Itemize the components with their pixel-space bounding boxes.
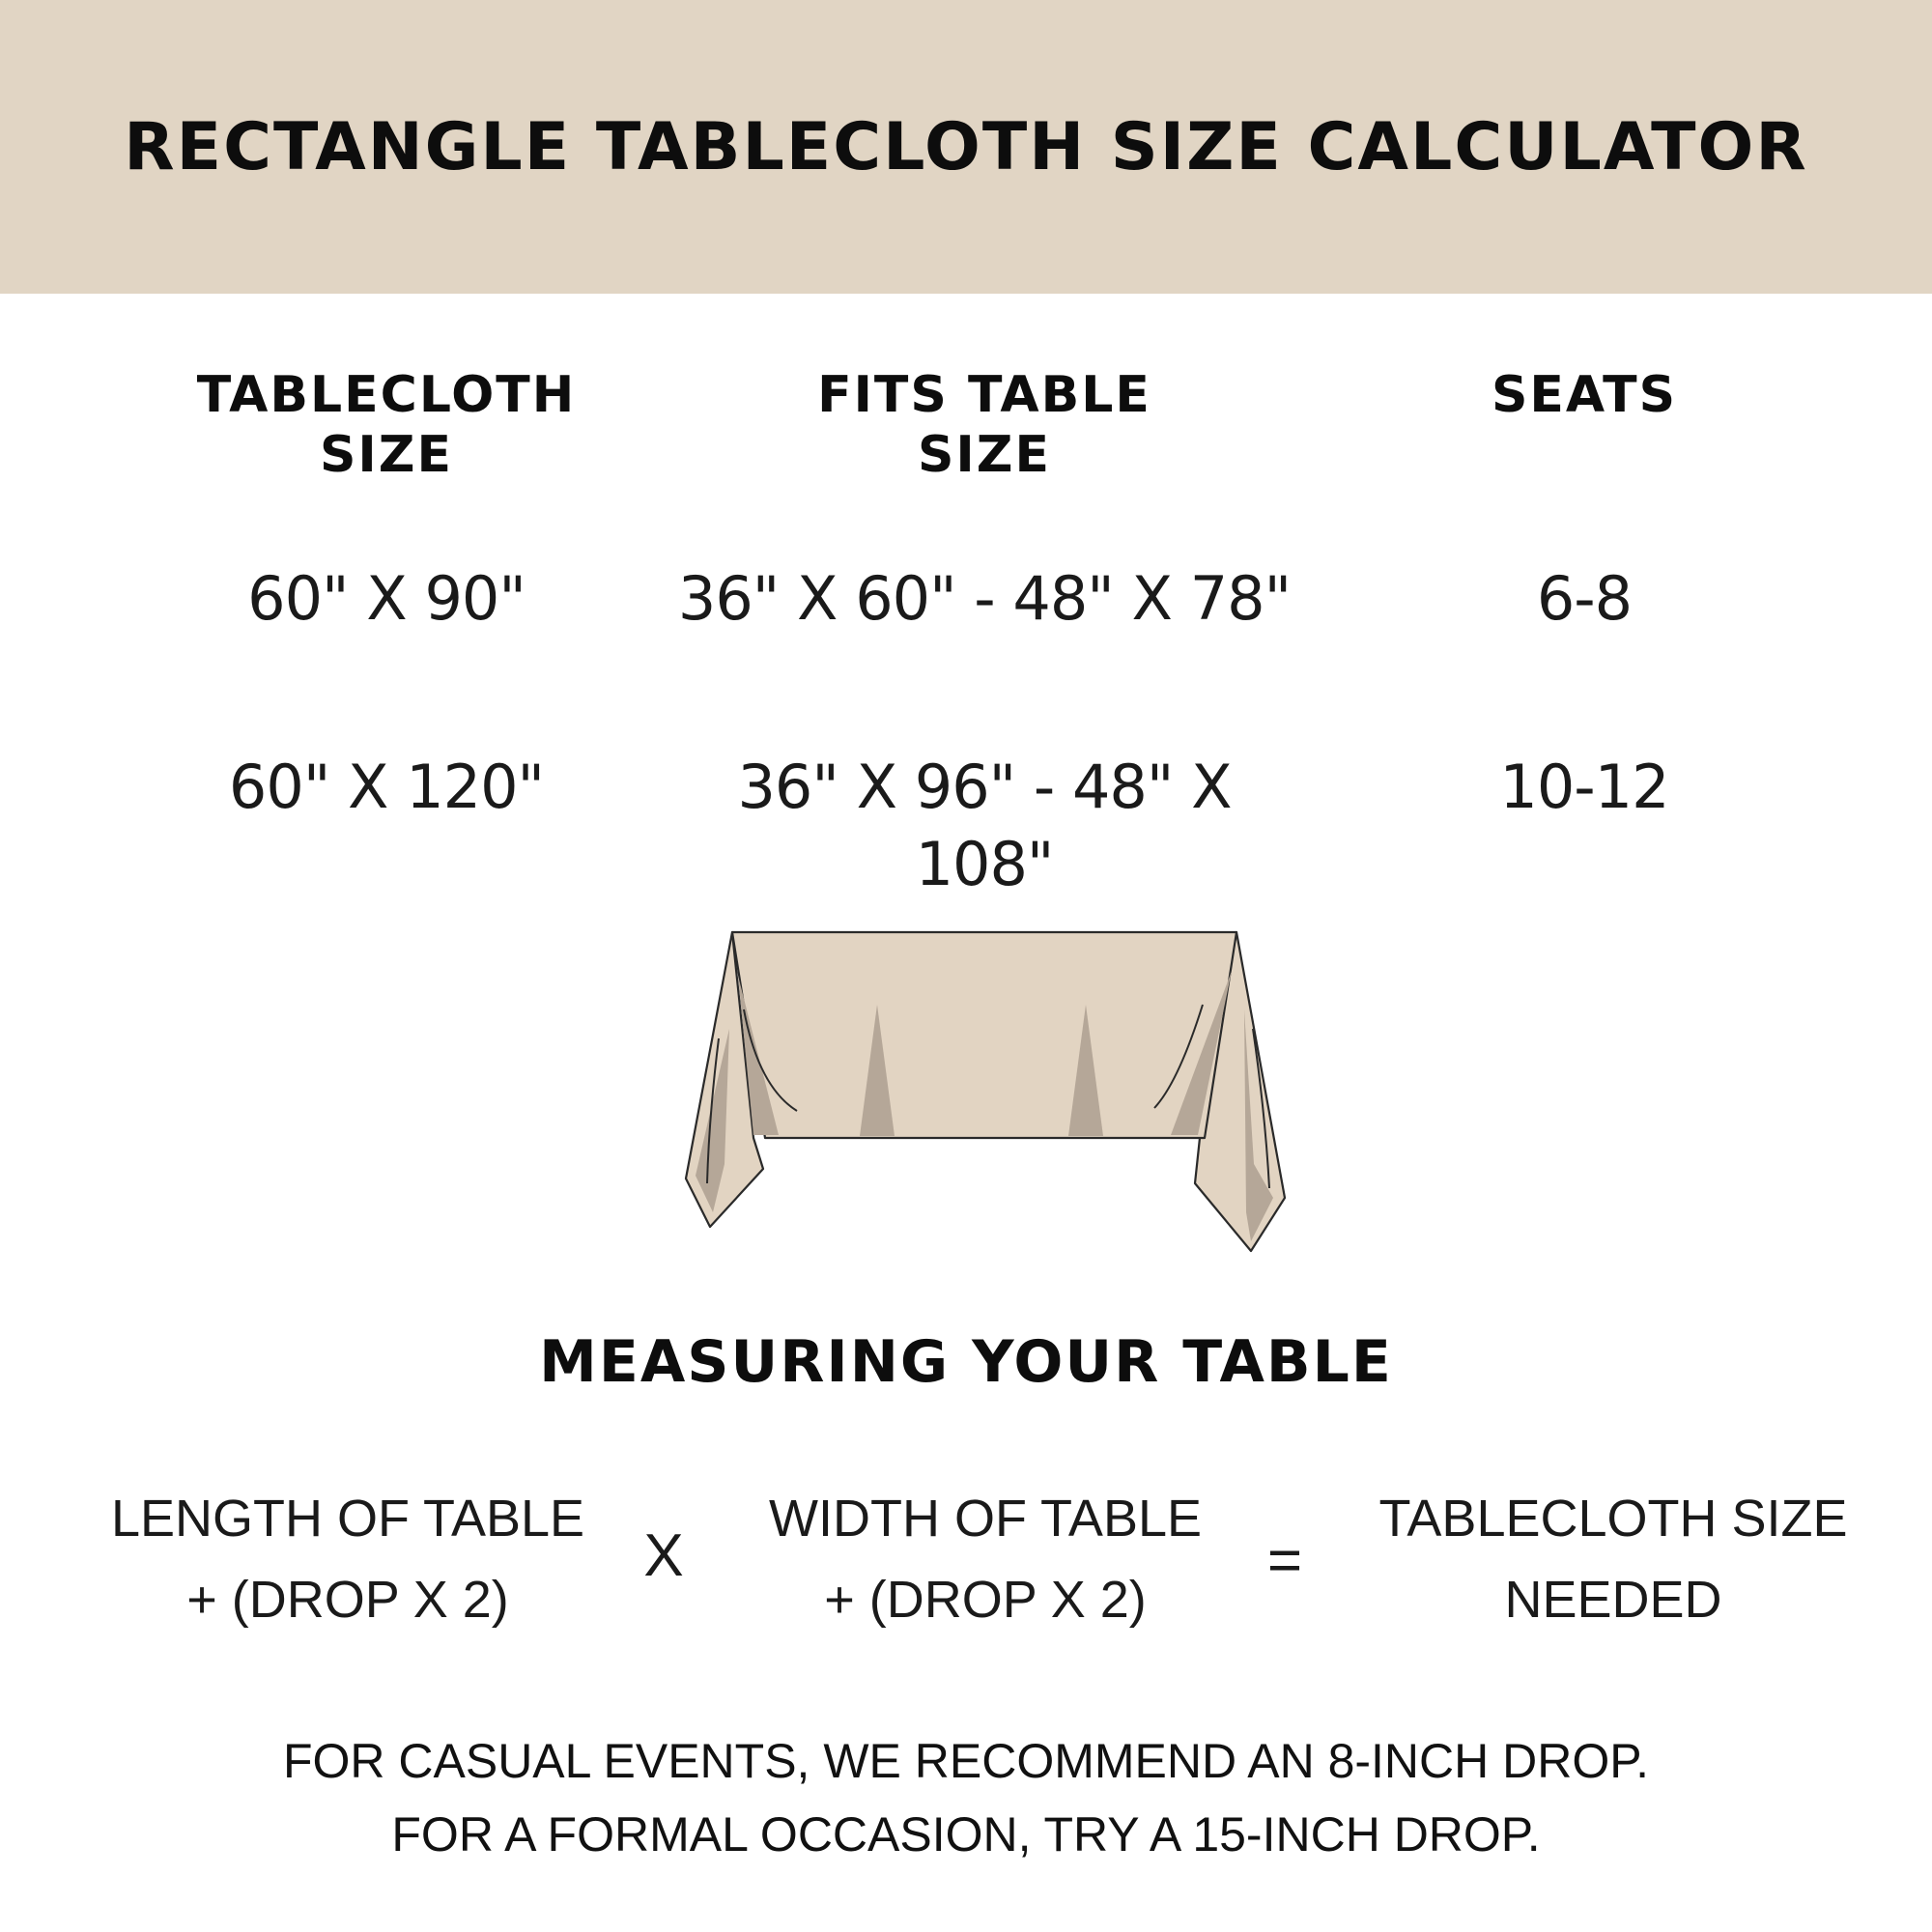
column-header-line: TABLECLOTH bbox=[196, 366, 577, 424]
table-cell-fits-table-size: 36" X 96" - 48" X 108" bbox=[737, 752, 1232, 899]
column-header-line: SEATS bbox=[1491, 366, 1678, 424]
table-cell-seats: 10-12 bbox=[1499, 752, 1669, 822]
multiply-sign: X bbox=[643, 1522, 684, 1589]
header-banner bbox=[0, 0, 1932, 294]
table-cell-seats: 6-8 bbox=[1536, 563, 1633, 634]
table-cell-tablecloth-size: 60" X 120" bbox=[228, 752, 545, 822]
tablecloth-icon bbox=[676, 923, 1294, 1261]
formula-result bbox=[1352, 1478, 1874, 1640]
equals-sign: = bbox=[1266, 1527, 1303, 1594]
table-cell-fits-table-size: 36" X 60" - 48" X 78" bbox=[677, 563, 1292, 634]
column-header-line: SIZE bbox=[319, 426, 454, 484]
formula-width-line2: + (DROP X 2) bbox=[824, 1571, 1147, 1629]
column-header-seats bbox=[1275, 365, 1893, 425]
formula-width bbox=[734, 1478, 1236, 1640]
column-header-fits-table-size bbox=[675, 365, 1293, 485]
table-cell-tablecloth-size: 60" X 90" bbox=[247, 563, 526, 634]
formula-result-line2: NEEDED bbox=[1504, 1571, 1722, 1629]
formula-length-line2: + (DROP X 2) bbox=[186, 1571, 509, 1629]
column-header-line: SIZE bbox=[917, 426, 1052, 484]
drop-recommendation bbox=[0, 1724, 1932, 1871]
note-line-casual: FOR CASUAL EVENTS, WE RECOMMEND AN 8-INCH DROP. bbox=[282, 1734, 1650, 1788]
page-title: RECTANGLE TABLECLOTH SIZE CALCULATOR bbox=[124, 108, 1808, 185]
formula-result-line1: TABLECLOTH SIZE bbox=[1378, 1490, 1848, 1548]
measuring-title: MEASURING YOUR TABLE bbox=[539, 1328, 1393, 1396]
column-header-tablecloth-size bbox=[77, 365, 696, 485]
formula-length bbox=[77, 1478, 618, 1640]
note-line-formal: FOR A FORMAL OCCASION, TRY A 15-INCH DROP. bbox=[391, 1807, 1541, 1861]
formula-width-line1: WIDTH OF TABLE bbox=[768, 1490, 1203, 1548]
formula-length-line1: LENGTH OF TABLE bbox=[110, 1490, 585, 1548]
column-header-line: FITS TABLE bbox=[817, 366, 1151, 424]
